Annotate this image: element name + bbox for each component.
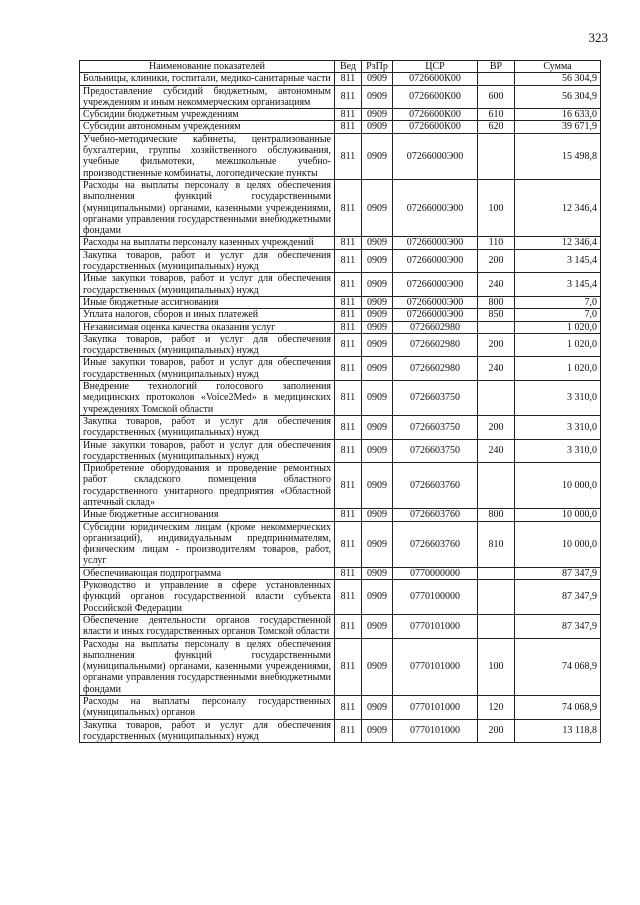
cell-csr: 07266000Э00 [393,309,478,321]
table-row [80,415,601,439]
cell-ved: 811 [335,133,362,179]
cell-sum: 7,0 [515,309,601,321]
cell-sum: 1 020,0 [515,333,601,357]
cell-rzpr: 0909 [362,357,393,381]
cell-csr: 0726600К00 [393,85,478,109]
cell-name: Руководство и управление в сфере установленных функций органов государственной власти субъекта Российской Федерации [80,580,335,615]
cell-ved: 811 [335,109,362,121]
cell-rzpr: 0909 [362,439,393,463]
cell-ved: 811 [335,463,362,509]
cell-name: Закупка товаров, работ и услуг для обеспечения государственных (муниципальных) нужд [80,249,335,273]
cell-csr: 0726603750 [393,381,478,416]
cell-vr: 240 [478,357,515,381]
cell-vr: 620 [478,121,515,133]
cell-csr: 07266000Э00 [393,179,478,236]
cell-csr: 07266000Э00 [393,273,478,297]
cell-sum: 10 000,0 [515,463,601,509]
cell-ved: 811 [335,321,362,333]
table-row [80,357,601,381]
budget-table [79,60,601,743]
table-row [80,273,601,297]
cell-sum: 10 000,0 [515,521,601,567]
cell-name: Независимая оценка качества оказания услуг [80,321,335,333]
cell-ved: 811 [335,273,362,297]
cell-rzpr: 0909 [362,121,393,133]
cell-sum: 1 020,0 [515,357,601,381]
header-csr: ЦСР [393,61,478,73]
cell-ved: 811 [335,521,362,567]
cell-name: Иные закупки товаров, работ и услуг для обеспечения государственных (муниципальных) нужд [80,439,335,463]
cell-name: Закупка товаров, работ и услуг для обеспечения государственных (муниципальных) нужд [80,415,335,439]
cell-ved: 811 [335,415,362,439]
table-row [80,73,601,85]
cell-name: Обеспечение деятельности органов государственной власти и иных государственных органов Томской области [80,614,335,638]
cell-vr: 810 [478,521,515,567]
cell-vr [478,567,515,579]
cell-csr: 0726603750 [393,415,478,439]
cell-name: Субсидии автономным учреждениям [80,121,335,133]
cell-name: Приобретение оборудования и проведение ремонтных работ складского помещения областного государственного унитарного предприятия «Областной аптечный склад» [80,463,335,509]
cell-name: Учебно-методические кабинеты, централизованные бухгалтерии, группы хозяйственного обслуживания, учебные фильмотеки, межшкольные учебно-производственные комбинаты, логопедические пункты [80,133,335,179]
table-row [80,109,601,121]
cell-vr: 200 [478,333,515,357]
cell-rzpr: 0909 [362,133,393,179]
header-name: Наименование показателей [80,61,335,73]
cell-sum: 56 304,9 [515,73,601,85]
cell-csr: 0726602980 [393,321,478,333]
table-row [80,521,601,567]
cell-sum: 3 145,4 [515,273,601,297]
cell-vr: 800 [478,509,515,521]
cell-name: Расходы на выплаты персоналу государственных (муниципальных) органов [80,696,335,720]
cell-rzpr: 0909 [362,719,393,743]
cell-vr [478,73,515,85]
cell-csr: 0770101000 [393,696,478,720]
cell-sum: 7,0 [515,296,601,308]
cell-name: Предоставление субсидий бюджетным, автономным учреждениям и иным некоммерческим организациям [80,85,335,109]
table-row [80,439,601,463]
cell-vr [478,321,515,333]
cell-csr: 0726600К00 [393,73,478,85]
cell-sum: 10 000,0 [515,509,601,521]
cell-csr: 0726600К00 [393,109,478,121]
cell-name: Уплата налогов, сборов и иных платежей [80,309,335,321]
cell-sum: 15 498,8 [515,133,601,179]
cell-rzpr: 0909 [362,309,393,321]
table-row [80,121,601,133]
cell-csr: 0726603760 [393,521,478,567]
cell-sum: 3 310,0 [515,439,601,463]
cell-csr: 0726602980 [393,357,478,381]
cell-rzpr: 0909 [362,638,393,695]
cell-csr: 0770000000 [393,567,478,579]
header-rzpr: РзПр [362,61,393,73]
cell-name: Расходы на выплаты персоналу в целях обеспечения выполнения функций государственными (муниципальными) органами, казенными учреждениями, органами управления государственными внебюджетными фондами [80,638,335,695]
table-row [80,296,601,308]
header-ved: Вед [335,61,362,73]
cell-ved: 811 [335,309,362,321]
cell-rzpr: 0909 [362,415,393,439]
cell-name: Обеспечивающая подпрограмма [80,567,335,579]
cell-rzpr: 0909 [362,273,393,297]
cell-name: Закупка товаров, работ и услуг для обеспечения государственных (муниципальных) нужд [80,333,335,357]
cell-ved: 811 [335,439,362,463]
cell-vr: 100 [478,179,515,236]
cell-name: Иные закупки товаров, работ и услуг для обеспечения государственных (муниципальных) нужд [80,357,335,381]
cell-csr: 07266000Э00 [393,133,478,179]
cell-ved: 811 [335,296,362,308]
table-row [80,133,601,179]
cell-csr: 07266000Э00 [393,237,478,249]
cell-csr: 0726603750 [393,439,478,463]
table-header-row [80,61,601,73]
cell-ved: 811 [335,333,362,357]
cell-name: Больницы, клиники, госпитали, медико-санитарные части [80,73,335,85]
cell-sum: 12 346,4 [515,179,601,236]
cell-vr [478,381,515,416]
cell-ved: 811 [335,696,362,720]
cell-ved: 811 [335,179,362,236]
table-row [80,381,601,416]
cell-rzpr: 0909 [362,179,393,236]
cell-ved: 811 [335,73,362,85]
cell-vr: 110 [478,237,515,249]
cell-sum: 87 347,9 [515,567,601,579]
table-row [80,696,601,720]
cell-name: Расходы на выплаты персоналу казенных учреждений [80,237,335,249]
cell-rzpr: 0909 [362,109,393,121]
cell-vr: 610 [478,109,515,121]
table-row [80,321,601,333]
cell-ved: 811 [335,381,362,416]
cell-rzpr: 0909 [362,463,393,509]
table-row [80,638,601,695]
cell-name: Внедрение технологий голосового заполнения медицинских протоколов «Voice2Med» в медицинских учреждениях Томской области [80,381,335,416]
cell-csr: 0770100000 [393,580,478,615]
cell-rzpr: 0909 [362,521,393,567]
cell-name: Закупка товаров, работ и услуг для обеспечения государственных (муниципальных) нужд [80,719,335,743]
cell-csr: 0770101000 [393,719,478,743]
table-row [80,309,601,321]
cell-vr: 850 [478,309,515,321]
cell-csr: 0726603760 [393,463,478,509]
cell-name: Иные бюджетные ассигнования [80,509,335,521]
cell-csr: 0726603760 [393,509,478,521]
cell-sum: 13 118,8 [515,719,601,743]
cell-vr: 200 [478,719,515,743]
cell-vr: 120 [478,696,515,720]
table-row [80,249,601,273]
cell-sum: 16 633,0 [515,109,601,121]
cell-sum: 1 020,0 [515,321,601,333]
table-row [80,580,601,615]
table-row [80,614,601,638]
cell-name: Субсидии юридическим лицам (кроме некоммерческих организаций), индивидуальным предпринимателям, физическим лицам - производителям товаров, работ, услуг [80,521,335,567]
cell-vr: 200 [478,249,515,273]
table-row [80,85,601,109]
cell-ved: 811 [335,357,362,381]
cell-rzpr: 0909 [362,73,393,85]
cell-ved: 811 [335,638,362,695]
cell-name: Иные закупки товаров, работ и услуг для обеспечения государственных (муниципальных) нужд [80,273,335,297]
cell-sum: 74 068,9 [515,696,601,720]
cell-sum: 87 347,9 [515,580,601,615]
cell-rzpr: 0909 [362,567,393,579]
table-row [80,509,601,521]
cell-ved: 811 [335,719,362,743]
table-row [80,719,601,743]
table-row [80,463,601,509]
cell-vr: 800 [478,296,515,308]
cell-vr: 240 [478,439,515,463]
cell-rzpr: 0909 [362,509,393,521]
cell-vr: 100 [478,638,515,695]
cell-csr: 0726602980 [393,333,478,357]
cell-name: Субсидии бюджетным учреждениям [80,109,335,121]
cell-vr: 240 [478,273,515,297]
cell-rzpr: 0909 [362,249,393,273]
cell-rzpr: 0909 [362,696,393,720]
cell-sum: 12 346,4 [515,237,601,249]
cell-vr [478,580,515,615]
cell-csr: 07266000Э00 [393,296,478,308]
cell-rzpr: 0909 [362,614,393,638]
table-row [80,237,601,249]
cell-name: Иные бюджетные ассигнования [80,296,335,308]
cell-sum: 39 671,9 [515,121,601,133]
cell-csr: 0726600К00 [393,121,478,133]
cell-csr: 07266000Э00 [393,249,478,273]
cell-vr [478,133,515,179]
page-number: 323 [588,30,608,45]
cell-sum: 3 310,0 [515,381,601,416]
cell-rzpr: 0909 [362,321,393,333]
cell-sum: 56 304,9 [515,85,601,109]
cell-rzpr: 0909 [362,296,393,308]
table-row [80,179,601,236]
cell-vr [478,614,515,638]
cell-name: Расходы на выплаты персоналу в целях обеспечения выполнения функций государственными (муниципальными) органами, казенными учреждениями, органами управления государственными внебюджетными фондами [80,179,335,236]
header-vr: ВР [478,61,515,73]
cell-ved: 811 [335,580,362,615]
cell-rzpr: 0909 [362,580,393,615]
cell-rzpr: 0909 [362,85,393,109]
cell-sum: 87 347,9 [515,614,601,638]
cell-csr: 0770101000 [393,638,478,695]
cell-csr: 0770101000 [393,614,478,638]
cell-vr [478,463,515,509]
cell-rzpr: 0909 [362,333,393,357]
cell-vr: 200 [478,415,515,439]
header-sum: Сумма [515,61,601,73]
table-row [80,567,601,579]
cell-ved: 811 [335,509,362,521]
cell-ved: 811 [335,237,362,249]
table-row [80,333,601,357]
cell-sum: 3 145,4 [515,249,601,273]
cell-sum: 74 068,9 [515,638,601,695]
cell-rzpr: 0909 [362,237,393,249]
cell-sum: 3 310,0 [515,415,601,439]
cell-ved: 811 [335,85,362,109]
cell-ved: 811 [335,121,362,133]
cell-ved: 811 [335,614,362,638]
cell-vr: 600 [478,85,515,109]
cell-rzpr: 0909 [362,381,393,416]
cell-ved: 811 [335,249,362,273]
cell-ved: 811 [335,567,362,579]
